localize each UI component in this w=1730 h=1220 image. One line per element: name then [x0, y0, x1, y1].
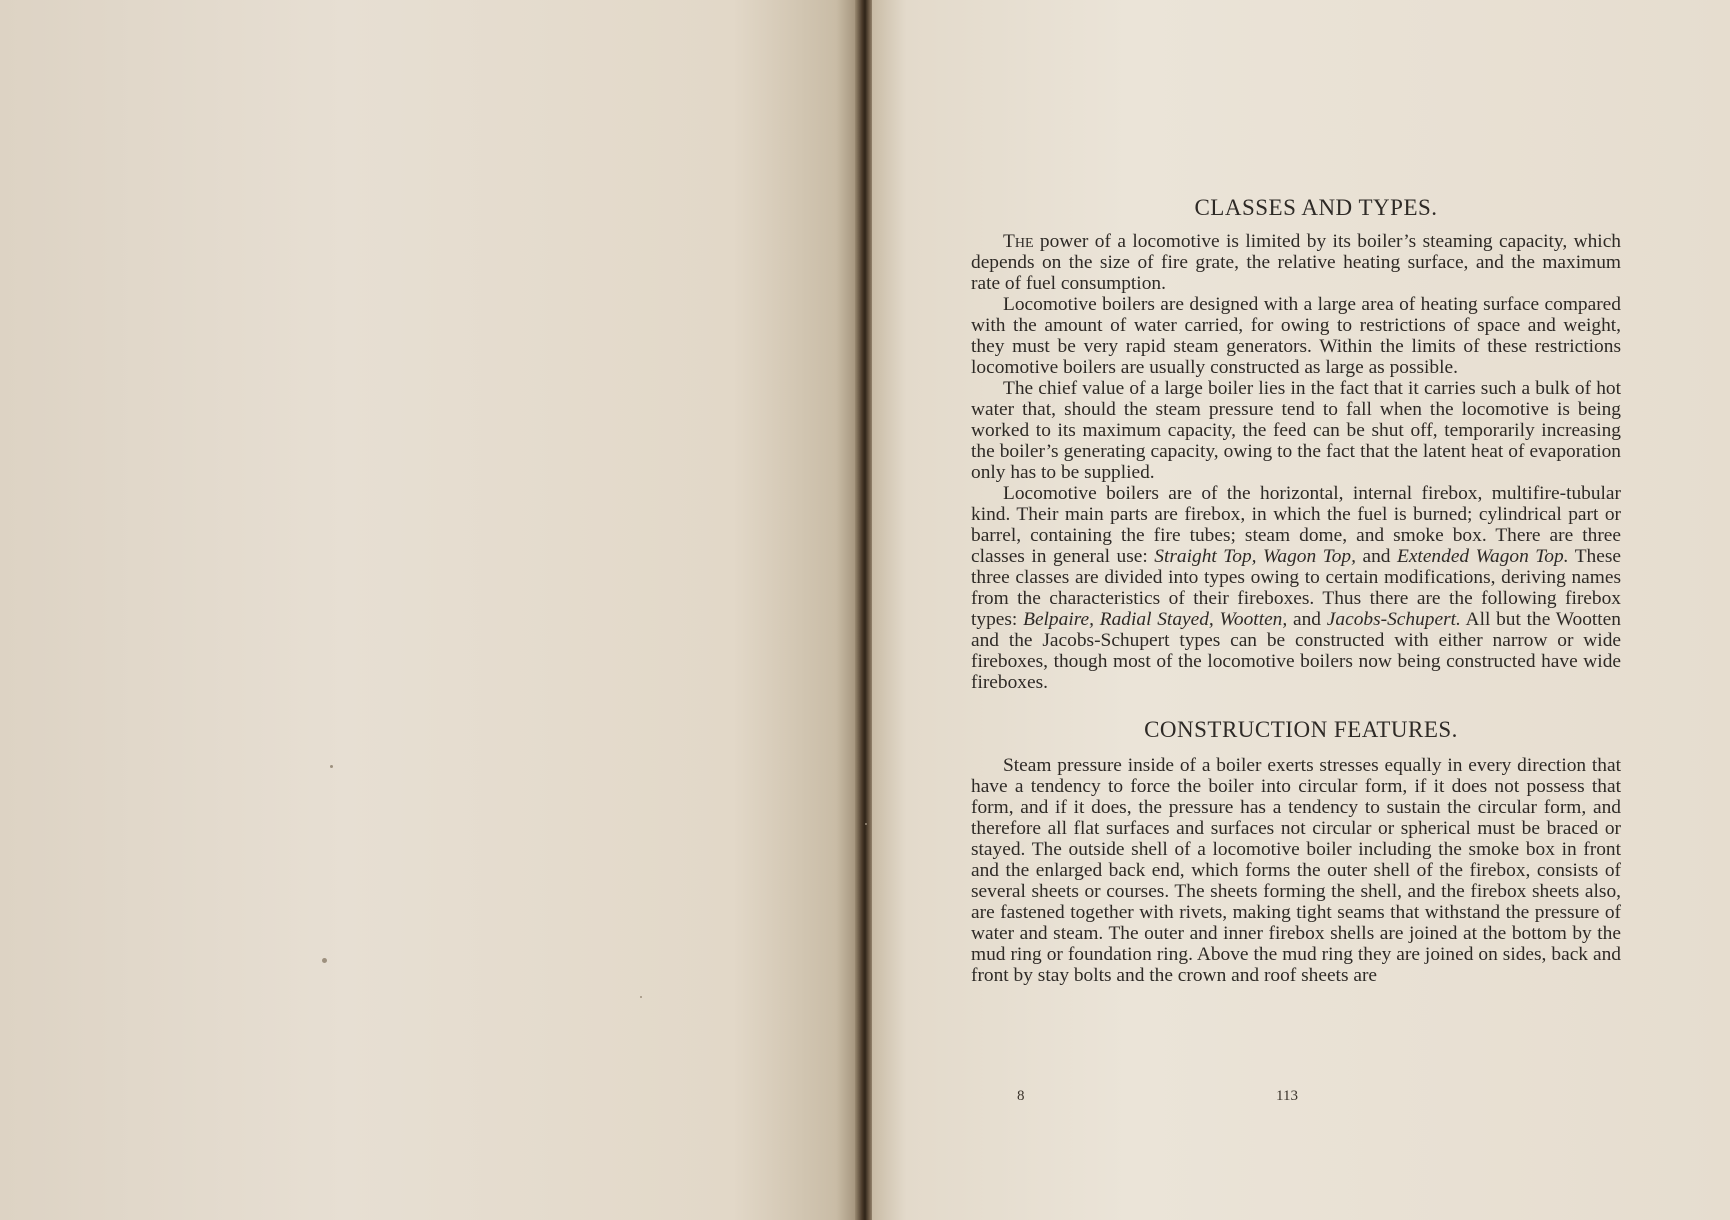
small-caps-first-word: The: [1003, 231, 1034, 252]
signature-mark: 8: [1017, 1088, 1025, 1104]
paragraph-boiler-power: [971, 231, 1621, 294]
left-page-blank: [0, 0, 862, 1220]
page-number: 113: [1276, 1088, 1298, 1104]
paragraph-text: These three classes are divided into types owing to certain modifications, deriving names from the characteristics of their fireboxes. Thus there are the following firebox types:: [971, 546, 1622, 630]
page-text: [971, 195, 1621, 986]
section-heading-construction-features: CONSTRUCTION FEATURES.: [1144, 717, 1458, 742]
paragraph-text: power of a locomotive is limited by its boiler’s steaming capacity, which depends on the size of fire grate, the relative heating surface, and the maximum rate of fuel consumption.: [971, 231, 1621, 294]
paper-speck: [322, 958, 327, 963]
paper-speck: [330, 765, 333, 768]
paragraph-boiler-value: The chief value of a large boiler lies in the fact that it carries such a bulk of hot water that, should the steam pressure tend to fall when the locomotive is being worked to its maximum capacity, the feed can be shut off, temporarily increasing the boiler’s generating capacity, owing to the fact that the latent heat of evaporation only has to be supplied.: [971, 378, 1621, 483]
paragraph-steam-pressure: Steam pressure inside of a boiler exerts stresses equally in every direction that have a tendency to force the boiler into circular form, if it does not possess that form, and if it does, the pressure has a tendency to sustain the circular form, and therefore all flat surfaces and surfaces not circular or spherical must be braced or stayed. The outside shell of a locomotive boiler including the smoke box in front and the enlarged back end, which forms the outer shell of the firebox, consists of several sheets or courses. The sheets forming the shell, and the firebox sheets also, are fastened together with rivets, making tight seams that withstand the pressure of water and steam. The outer and inner firebox shells are joined at the bottom by the mud ring or foundation ring. Above the mud ring they are joined on sides, back and front by stay bolts and the crown and roof sheets are: [971, 755, 1621, 986]
paper-speck: [865, 823, 867, 825]
italic-firebox-type: Jacobs-Schupert.: [1326, 609, 1461, 630]
italic-class-names: Straight Top, Wagon Top,: [1154, 546, 1356, 567]
paper-speck: [640, 996, 642, 998]
section-heading-classes-and-types: CLASSES AND TYPES.: [1194, 195, 1438, 220]
paragraph-text: All but the Wootten and the Jacobs-Schupert types can be constructed with either narrow or wide fireboxes, though most of the locomotive boilers now being constructed have wide fireboxes.: [971, 609, 1621, 693]
paragraph-text: and: [1355, 546, 1397, 567]
paragraph-boiler-design: Locomotive boilers are designed with a large area of heating surface compared with the amount of water carried, for owing to restrictions of space and weight, they must be very rapid steam generators. Within the limits of these restrictions locomotive boilers are usually constructed as large as possible.: [971, 294, 1621, 378]
paragraph-boiler-classes: [971, 483, 1621, 693]
paragraph-text: Locomotive boilers are of the horizontal, internal firebox, multifire-tubular kind. Their main parts are firebox, in which the fuel is burned; cylindrical part or barrel, containing the fire tubes; steam dome, and smoke box. There are three classes in general use:: [971, 483, 1621, 567]
paragraph-text: and: [1287, 609, 1327, 630]
italic-class-name: Extended Wagon Top.: [1396, 546, 1569, 567]
italic-firebox-types: Belpaire, Radial Stayed, Wootten,: [1023, 609, 1288, 630]
